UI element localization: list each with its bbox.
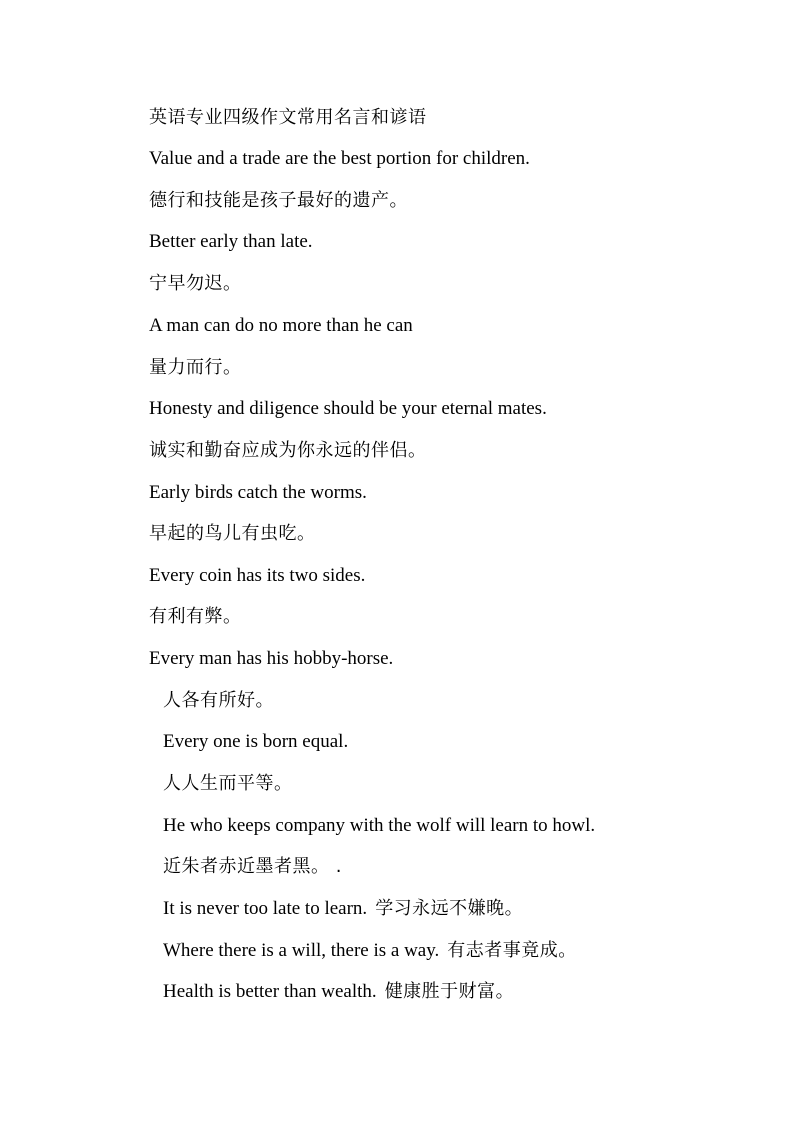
proverb-english: Every coin has its two sides. [149, 565, 366, 586]
proverb-english: Where there is a will, there is a way. [163, 940, 440, 961]
proverb-english: Honesty and diligence should be your eternal mates. [149, 398, 547, 419]
proverb-english: Early birds catch the worms. [149, 482, 367, 503]
proverb-chinese: 近朱者赤近墨者黑。 . [163, 856, 342, 877]
proverb-chinese: 健康胜于财富。 [384, 981, 515, 1002]
proverb-english: Every man has his hobby-horse. [149, 648, 394, 669]
proverb-english: He who keeps company with the wolf will learn to howl. [163, 815, 596, 836]
proverb-english: Health is better than wealth. [163, 981, 377, 1002]
proverb-pair [163, 897, 523, 921]
proverb-chinese: 早起的鸟儿有虫吃。 [149, 523, 316, 544]
proverb-english: It is never too late to learn. [163, 898, 368, 919]
proverb-chinese: 量力而行。 [149, 357, 242, 378]
proverb-pair [163, 939, 577, 963]
proverb-chinese: 有利有弊。 [149, 606, 242, 627]
proverb-english: Every one is born equal. [163, 731, 349, 752]
proverb-pair [163, 980, 514, 1004]
proverb-chinese: 学习永远不嫌晚。 [375, 898, 524, 919]
document-title: 英语专业四级作文常用名言和谚语 [149, 107, 427, 128]
proverb-chinese: 人人生而平等。 [163, 773, 293, 794]
proverb-chinese: 诚实和勤奋应成为你永远的伴侣。 [149, 440, 427, 461]
proverb-chinese: 人各有所好。 [163, 690, 274, 711]
proverb-chinese: 宁早勿迟。 [149, 273, 242, 294]
proverb-english: Value and a trade are the best portion for children. [149, 148, 530, 169]
proverb-chinese: 德行和技能是孩子最好的遗产。 [149, 190, 408, 211]
proverb-english: Better early than late. [149, 231, 313, 252]
proverb-chinese: 有志者事竟成。 [447, 940, 577, 961]
proverb-english: A man can do no more than he can [149, 315, 413, 336]
